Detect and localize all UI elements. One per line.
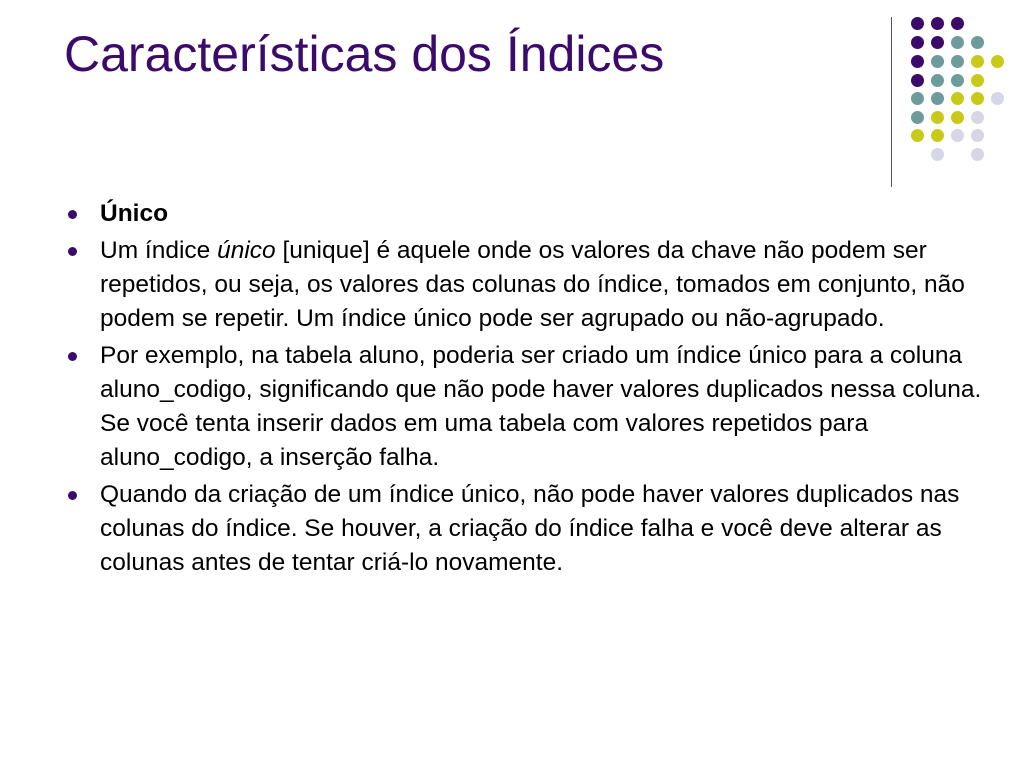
bullet-text: [unique] é aquele onde os valores da chave não podem ser repetidos, ou seja, os valores das colunas do índice, tomados em conjunto, não podem se repetir. Um índice único pode ser agrupado ou não-agrupado. (100, 237, 965, 332)
decorative-dot (971, 36, 984, 49)
decorative-dot (931, 36, 944, 49)
decorative-dot (911, 17, 924, 30)
decorative-dot-grid (0, 0, 1024, 200)
decorative-dot (951, 92, 964, 105)
decorative-dot (931, 111, 944, 124)
decorative-dot (951, 17, 964, 30)
decorative-dot (951, 74, 964, 87)
bullet-list (68, 197, 988, 583)
bullet-dot-icon (68, 210, 77, 219)
decorative-dot (971, 129, 984, 142)
decorative-dot (931, 17, 944, 30)
decorative-dot (911, 92, 924, 105)
decorative-dot (911, 111, 924, 124)
decorative-dot (911, 74, 924, 87)
decorative-dot (951, 36, 964, 49)
bullet-text: Por exemplo, na tabela aluno, poderia ser criado um índice único para a coluna aluno_codigo, significando que não pode haver valores duplicados nessa coluna. Se você tenta inserir dados em uma tabela com valores repetidos para aluno_codigo, a inserção falha. (100, 342, 982, 471)
bullet-item-example (68, 339, 988, 475)
decorative-dot (971, 148, 984, 161)
decorative-dot (991, 92, 1004, 105)
bullet-item-creation (68, 478, 988, 580)
bullet-text: Um índice (100, 237, 218, 264)
bullet-dot-icon (68, 247, 77, 256)
bullet-italic-term: único (217, 237, 276, 264)
bullet-text: Quando da criação de um índice único, não pode haver valores duplicados nas colunas do índice. Se houver, a criação do índice falha e você deve alterar as colunas antes de tentar criá-lo novamente. (100, 481, 960, 576)
decorative-dot (971, 92, 984, 105)
decorative-dot (971, 55, 984, 68)
decorative-dot (971, 111, 984, 124)
decorative-dot (931, 74, 944, 87)
decorative-dot (931, 92, 944, 105)
decorative-dot (991, 55, 1004, 68)
bullet-item-definition (68, 234, 988, 336)
bullet-heading: Único (100, 200, 169, 227)
decorative-dot (911, 36, 924, 49)
decorative-dot (931, 129, 944, 142)
slide-title: Características dos Índices (64, 26, 665, 82)
decorative-dot (951, 129, 964, 142)
decorative-dot (951, 55, 964, 68)
decorative-dot (971, 74, 984, 87)
decorative-dot (951, 111, 964, 124)
decorative-dot (931, 148, 944, 161)
bullet-dot-icon (68, 352, 77, 361)
bullet-item-unico (68, 197, 988, 231)
decorative-dot (911, 129, 924, 142)
decorative-dot (911, 55, 924, 68)
bullet-dot-icon (68, 491, 77, 500)
decorative-dot (931, 55, 944, 68)
